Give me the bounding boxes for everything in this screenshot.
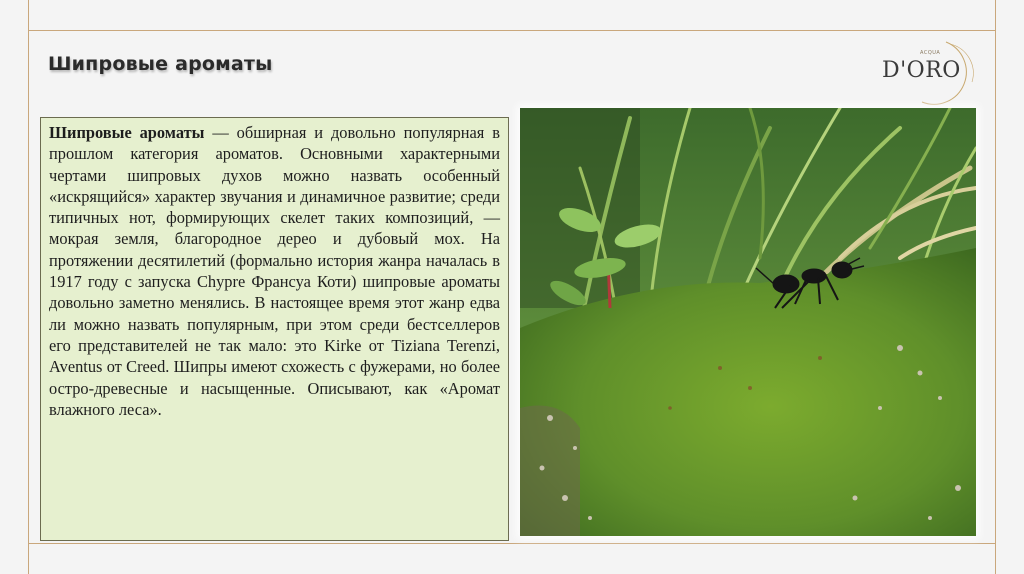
description-lead: Шипровые ароматы — [49, 123, 205, 142]
frame-line-left — [28, 0, 29, 574]
frame-line-top — [28, 30, 996, 31]
brand-logo — [876, 36, 984, 108]
frame-line-bottom — [28, 543, 996, 544]
logo-text: D'ORO — [882, 58, 961, 83]
moss-with-ant-photo — [520, 108, 976, 536]
frame-line-right — [995, 0, 996, 574]
description-text-box — [40, 117, 509, 541]
page-title: Шипровые ароматы — [48, 53, 273, 75]
description-text: — обширная и довольно популярная в прошлом категория ароматов. Основными характерными чертами шипровых духов можно назвать особенный «искрящийся» характер звучания и динамичное развитие; среди типичных нот, формирующих скелет таких композиций, — мокрая земля, благородное дерео и дубовый мох. На протяжении десятилетий (формально история жанра началась в 1917 году с запуска Chypre Франсуа Коти) шипровые ароматы довольно заметно менялись. В настоящее время этот жанр едва ли можно назвать популярным, при этом среди бестселлеров его представителей не так мало: это Kirke от Tiziana Terenzi, Aventus от Creed. Шипры имеют схожесть с фужерами, но более остро-древесные и насыщенные. Описывают, как «Аромат влажного леса». — [49, 123, 500, 419]
logo-small-text: ACQUA — [920, 50, 941, 56]
